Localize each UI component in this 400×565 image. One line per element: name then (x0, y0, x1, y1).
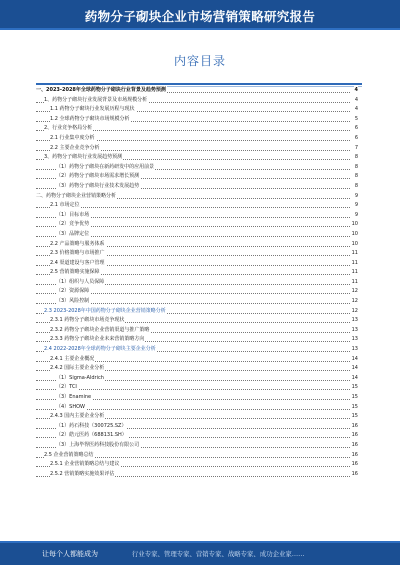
toc-entry[interactable] (36, 163, 358, 173)
toc-entry-text: 2.3 价格策略与市场推广 (50, 249, 106, 259)
toc-page-number: 11 (351, 249, 358, 259)
toc-entry-text: 2.3.1 药物分子砌块市场竞争现状 (50, 316, 125, 326)
toc-page-number: 16 (351, 441, 358, 451)
toc-entry-text: （3）风险控制 (56, 297, 90, 307)
toc-entry[interactable] (36, 201, 358, 211)
toc-entry[interactable] (36, 86, 358, 96)
toc-entry-text: （1）组织与人员保障 (56, 278, 105, 288)
toc-entry-text: 2.4.3 国内主要企业分析 (50, 412, 105, 422)
toc-page-number: 13 (351, 345, 358, 355)
toc-page-number: 14 (351, 364, 358, 374)
toc-entry[interactable] (36, 182, 358, 192)
toc-entry[interactable] (36, 249, 358, 259)
toc-entry[interactable] (36, 393, 358, 403)
toc-page-number: 10 (351, 230, 358, 240)
toc-entry-text: （1）药石科技（300725.SZ） (56, 422, 127, 432)
toc-entry[interactable] (36, 192, 358, 202)
toc-entry[interactable] (36, 268, 358, 278)
toc-entry[interactable] (36, 335, 358, 345)
toc-page-number: 5 (354, 115, 358, 125)
toc-entry[interactable] (36, 240, 358, 250)
toc-entry[interactable] (36, 451, 358, 461)
toc-entry-text: （2）资源保障 (56, 287, 90, 297)
toc-entry-text: （1）药物分子砌块在新药研发中的应用前景 (56, 163, 155, 173)
toc-entry[interactable] (36, 403, 358, 413)
toc-page-number: 9 (354, 201, 358, 211)
toc-page-number: 10 (351, 220, 358, 230)
toc-page-number: 15 (351, 403, 358, 413)
toc-entry[interactable] (36, 326, 358, 336)
toc-entry[interactable] (36, 422, 358, 432)
toc-page-number: 15 (351, 412, 358, 422)
toc-entry-text: 二、药物分子砌块企业营销策略分析 (36, 192, 117, 202)
toc-entry[interactable] (36, 297, 358, 307)
toc-entry[interactable] (36, 355, 358, 365)
toc-entry[interactable] (36, 307, 358, 317)
toc-page-number: 10 (351, 240, 358, 250)
toc-entry-text: 1、药物分子砌块行业发展背景及市场规模分析 (44, 96, 148, 106)
toc-page-number: 16 (351, 470, 358, 480)
toc-page-number: 9 (354, 211, 358, 221)
toc-entry-text: 2.4 渠道建设与客户管理 (50, 259, 106, 269)
toc-entry[interactable] (36, 278, 358, 288)
toc-page-number: 11 (351, 259, 358, 269)
toc-entry[interactable] (36, 345, 358, 355)
table-of-contents (36, 86, 358, 479)
footer-bar (0, 541, 400, 565)
report-title: 药物分子砌块企业市场营销策略研究报告 (84, 9, 316, 24)
toc-entry-text: 2.4.1 主要企业概况 (50, 355, 95, 365)
toc-entry-text: （2）药物分子砌块市场需求增长预测 (56, 172, 140, 182)
toc-page-number: 14 (351, 355, 358, 365)
toc-page-number: 12 (351, 307, 358, 317)
toc-leader-dots (36, 207, 350, 208)
toc-entry-text: 2.3 2023-2028年中国药物分子砌块企业营销策略分析 (44, 307, 167, 317)
toc-entry-text: 2.4.2 国际主要企业分析 (50, 364, 105, 374)
toc-page-number: 4 (354, 105, 358, 115)
toc-entry[interactable] (36, 211, 358, 221)
toc-page-number: 8 (354, 182, 358, 192)
toc-entry[interactable] (36, 259, 358, 269)
toc-entry[interactable] (36, 144, 358, 154)
toc-entry[interactable] (36, 316, 358, 326)
toc-entry[interactable] (36, 230, 358, 240)
toc-entry-text: （3）上海毕得医药科技股份有限公司 (56, 441, 140, 451)
toc-entry[interactable] (36, 431, 358, 441)
toc-entry-text: 2.3.2 药物分子砌块企业营销渠道与推广策略 (50, 326, 150, 336)
toc-page-number: 8 (354, 153, 358, 163)
toc-page-number: 4 (354, 86, 358, 96)
toc-entry-text: 2.5 企业营销策略总结 (44, 451, 95, 461)
toc-entry[interactable] (36, 172, 358, 182)
toc-entry[interactable] (36, 124, 358, 134)
toc-entry-text: 2.3.3 药物分子砌块企业未来营销策略方向 (50, 335, 145, 345)
toc-entry[interactable] (36, 220, 358, 230)
toc-entry[interactable] (36, 115, 358, 125)
toc-divider (36, 83, 362, 85)
toc-page-number: 11 (351, 268, 358, 278)
toc-entry[interactable] (36, 287, 358, 297)
toc-page-number: 12 (351, 287, 358, 297)
toc-page-number: 12 (351, 297, 358, 307)
footer-divider (0, 541, 400, 543)
toc-entry-text: 2.5.2 营销策略实施效果评估 (50, 470, 115, 480)
toc-page-number: 13 (351, 326, 358, 336)
toc-heading: 内容目录 (173, 54, 226, 68)
toc-entry-text: （4）SHOW (56, 403, 86, 413)
toc-page-number: 7 (354, 144, 358, 154)
toc-page-number: 4 (354, 96, 358, 106)
toc-entry-text: （3）药物分子砌块行业技术发展趋势 (56, 182, 140, 192)
toc-entry[interactable] (36, 383, 358, 393)
toc-page-number: 16 (351, 422, 358, 432)
toc-entry-text: 2、行业竞争格局分析 (44, 124, 93, 134)
toc-entry-text: 1.2 全球药物分子砌块市场规模分析 (50, 115, 131, 125)
toc-entry-text: 3、药物分子砌块行业发展趋势预测 (44, 153, 123, 163)
toc-entry-text: 2.2 产品策略与服务体系 (50, 240, 106, 250)
toc-page-number: 8 (354, 172, 358, 182)
toc-leader-dots (36, 389, 350, 390)
toc-page-number: 16 (351, 431, 358, 441)
toc-entry-text: （2）TCI (56, 383, 78, 393)
toc-entry-text: 2.5.1 企业营销策略总结与建议 (50, 460, 120, 470)
toc-entry-text: 一、2023-2028年全球药物分子砌块行业背景及趋势预测 (36, 86, 167, 96)
toc-entry-text: （2）皓元医药（688131.SH） (56, 431, 128, 441)
toc-page-number: 11 (351, 278, 358, 288)
toc-page-number: 9 (354, 192, 358, 202)
toc-entry[interactable] (36, 412, 358, 422)
toc-entry[interactable] (36, 441, 358, 451)
header-divider (0, 28, 400, 30)
toc-entry[interactable] (36, 96, 358, 106)
header-bar (0, 0, 400, 30)
toc-entry[interactable] (36, 470, 358, 480)
toc-entry[interactable] (36, 364, 358, 374)
toc-page-number: 6 (354, 134, 358, 144)
toc-entry-text: 2.1 行业集中度分析 (50, 134, 96, 144)
toc-entry[interactable] (36, 134, 358, 144)
toc-entry-text: （1）目标市场 (56, 211, 90, 221)
toc-page-number: 16 (351, 460, 358, 470)
toc-page-number: 6 (354, 124, 358, 134)
toc-page-number: 13 (351, 316, 358, 326)
toc-entry-text: 1.1 药物分子砌块行业发展历程与现状 (50, 105, 136, 115)
toc-entry-text: 2.1 市场定位 (50, 201, 81, 211)
toc-entry-text: 2.5 营销策略实施保障 (50, 268, 101, 278)
toc-entry-text: （2）竞争优势 (56, 220, 90, 230)
toc-entry[interactable] (36, 460, 358, 470)
toc-page-number: 13 (351, 335, 358, 345)
toc-entry-text: （1）Sigma-Aldrich (56, 374, 105, 384)
toc-entry[interactable] (36, 105, 358, 115)
toc-page-number: 15 (351, 393, 358, 403)
toc-page-number: 16 (351, 451, 358, 461)
toc-entry-text: 2.2 主要企业竞争分析 (50, 144, 101, 154)
toc-page-number: 15 (351, 383, 358, 393)
footer-slogan: 让每个人都能成为 (42, 550, 98, 558)
toc-entry-text: 2.4 2022-2028年全球药物分子砌块主要企业分析 (44, 345, 157, 355)
toc-page-number: 14 (351, 374, 358, 384)
footer-tagline: 行业专家、管理专家、营销专家、战略专家、成功企业家…… (132, 550, 305, 558)
toc-entry[interactable] (36, 153, 358, 163)
toc-entry[interactable] (36, 374, 358, 384)
toc-page-number: 8 (354, 163, 358, 173)
toc-entry-text: （3）品牌定位 (56, 230, 90, 240)
toc-entry-text: （3）Enamine (56, 393, 92, 403)
